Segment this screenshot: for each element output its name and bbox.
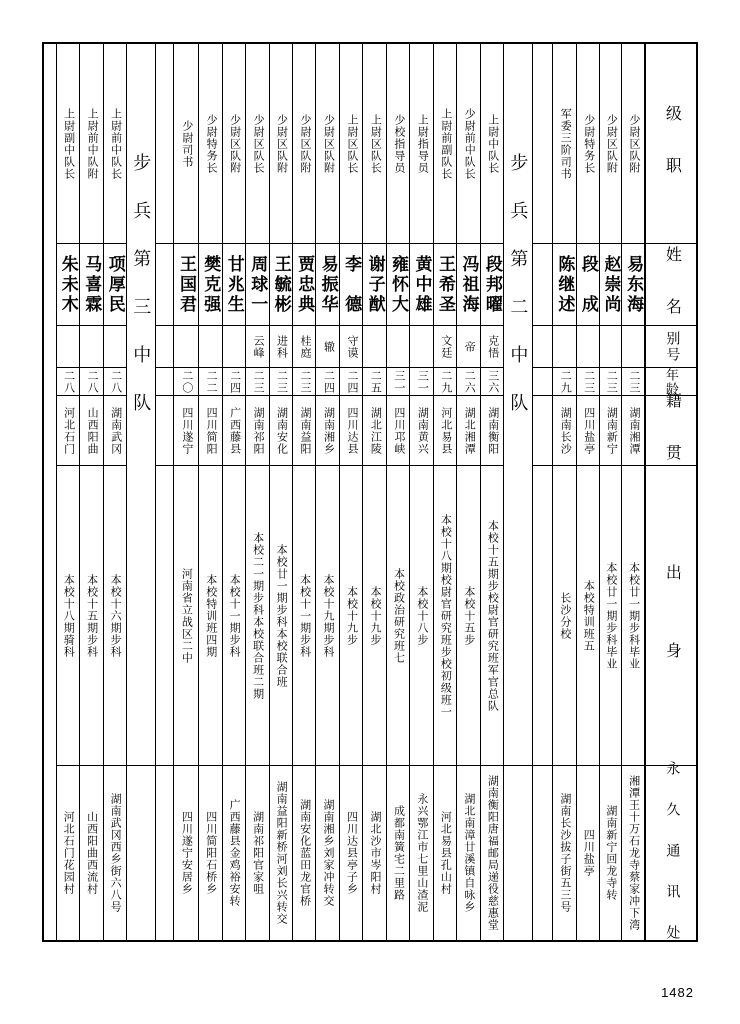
cell-rank: 上尉区队长 [363, 44, 385, 244]
group-cell [504, 368, 531, 396]
cell-alias: 进科 [270, 326, 292, 368]
group-cell [504, 766, 531, 940]
cell-name: 周球一 [246, 244, 268, 326]
cell-origin: 湖北江陵 [363, 396, 385, 466]
cell-age: 二四 [223, 368, 245, 396]
cell-age: 二三 [270, 368, 292, 396]
cell-address: 湖南安化蓝田龙官桥 [298, 799, 311, 907]
cell-address: 河北易县孔山村 [439, 811, 452, 895]
cell-name: 王国君 [174, 244, 198, 326]
cell-address: 四川盐亭 [582, 829, 595, 877]
cell-name: 樊克强 [199, 244, 221, 326]
cell-name: 段 成 [577, 244, 599, 326]
cell-alias [533, 326, 552, 368]
cell-origin: 四川遂宁 [174, 396, 198, 466]
cell-school: 本校特训班四期 [199, 466, 221, 766]
cell-name: 陈继述 [553, 244, 576, 326]
cell-rank: 少尉区队附 [600, 44, 622, 244]
cell-age: 二八 [80, 368, 102, 396]
table-row [222, 44, 245, 940]
cell-rank [533, 44, 552, 244]
cell-name [156, 244, 173, 326]
cell-school: 本校十六期步科 [104, 466, 126, 766]
cell-name: 朱未木 [57, 244, 79, 326]
cell-age: 三一 [410, 368, 432, 396]
group-cell: 步 兵 第 三 中 队 [131, 153, 152, 417]
cell-address: 湖南长沙拔子街五三号 [558, 793, 571, 913]
cell-name: 项厚民 [104, 244, 126, 326]
cell-alias: 克悟 [481, 326, 503, 368]
cell-address: 永兴鄂江市七里山渣泥 [415, 793, 428, 913]
cell-origin: 四川简阳 [199, 396, 221, 466]
header-name: 姓 名 [646, 244, 696, 326]
cell-origin: 四川达县 [340, 396, 362, 466]
cell-school: 本校特训班五 [577, 466, 599, 766]
group-cell [504, 396, 531, 466]
cell-origin: 河北易县 [434, 396, 456, 466]
cell-school: 本校廿一期步科本校联合班 [270, 466, 292, 766]
cell-alias [600, 326, 622, 368]
cell-origin: 湖南武冈 [104, 396, 126, 466]
cell-alias: 云峰 [246, 326, 268, 368]
cell-rank: 上尉中队长 [481, 44, 503, 244]
cell-origin: 河北石门 [57, 396, 79, 466]
table-row [433, 44, 456, 940]
cell-address [156, 766, 173, 940]
cell-address: 河北石门花园村 [62, 811, 75, 895]
cell-origin: 四川邛峡 [387, 396, 409, 466]
cell-school: 本校政治研究班七 [387, 466, 409, 766]
cell-school: 本校十五期步科 [80, 466, 102, 766]
cell-name: 马喜霖 [80, 244, 102, 326]
cell-origin: 湖南益阳 [293, 396, 315, 466]
cell-origin: 湖南黄兴 [410, 396, 432, 466]
group-cell [127, 466, 154, 766]
cell-rank: 少尉区队附 [223, 44, 245, 244]
cell-name: 黄中雄 [410, 244, 432, 326]
cell-name: 冯祖海 [457, 244, 479, 326]
cell-name: 易东海 [622, 244, 644, 326]
group-label-unit2 [503, 44, 531, 940]
cell-rank: 少尉区队附 [622, 44, 644, 244]
cell-school: 长沙分校 [553, 466, 576, 766]
cell-address: 湖南武冈西乡街六八号 [109, 793, 122, 913]
cell-address: 湖南祁阳官家咀 [251, 811, 264, 895]
cell-rank: 少尉区队附 [293, 44, 315, 244]
table-row [315, 44, 338, 940]
table-row [576, 44, 599, 940]
cell-school: 本校十九期步科 [316, 466, 338, 766]
table-row [552, 44, 576, 940]
cell-name: 王希圣 [434, 244, 456, 326]
cell-origin: 山西阳曲 [80, 396, 102, 466]
cell-alias [199, 326, 221, 368]
table-row [339, 44, 362, 940]
cell-rank: 少尉区队附 [316, 44, 338, 244]
cell-age: 二四 [340, 368, 362, 396]
cell-age: 二四 [316, 368, 338, 396]
cell-alias [156, 326, 173, 368]
cell-rank [156, 44, 173, 244]
cell-address: 湘潭王十万石龙寺蔡家冲下湾 [627, 775, 640, 931]
table-row [269, 44, 292, 940]
cell-rank: 少校指导员 [387, 44, 409, 244]
table-row [198, 44, 221, 940]
table-row-blank [532, 44, 552, 940]
cell-age [156, 368, 173, 396]
group-cell [127, 766, 154, 940]
cell-address: 湖南益阳新桥河刘长兴转交 [275, 781, 288, 925]
cell-address: 湖北沙市岑阳村 [368, 811, 381, 895]
cell-address: 四川简阳石桥乡 [204, 811, 217, 895]
table-row [245, 44, 268, 940]
cell-origin: 湖南祁阳 [246, 396, 268, 466]
cell-origin [156, 396, 173, 466]
table-header-column [644, 44, 696, 945]
cell-address [533, 766, 552, 940]
cell-address: 成都南簧宅二里路 [392, 805, 405, 901]
cell-age: 二六 [457, 368, 479, 396]
cell-age: 二九 [553, 368, 576, 396]
cell-school: 本校十九步 [363, 466, 385, 766]
cell-alias [57, 326, 79, 368]
cell-address: 湖南新宁回龙寺转 [604, 805, 617, 901]
cell-age: 二三 [600, 368, 622, 396]
cell-age: 二三 [246, 368, 268, 396]
cell-name: 王毓彬 [270, 244, 292, 326]
cell-age: 二三 [577, 368, 599, 396]
cell-age: 二二 [199, 368, 221, 396]
group-label-unit3 [126, 44, 154, 940]
cell-school [156, 466, 173, 766]
cell-school: 本校十一期步科 [223, 466, 245, 766]
cell-age: 二五 [363, 368, 385, 396]
cell-alias: 辙 [316, 326, 338, 368]
cell-alias: 守谟 [340, 326, 362, 368]
cell-alias [577, 326, 599, 368]
table-row-blank [155, 44, 173, 940]
cell-rank: 少尉前中队长 [457, 44, 479, 244]
cell-rank: 少尉区队长 [246, 44, 268, 244]
table-row [599, 44, 622, 940]
cell-origin: 湖南新宁 [600, 396, 622, 466]
cell-origin: 湖南衡阳 [481, 396, 503, 466]
cell-alias [622, 326, 644, 368]
cell-name: 段邦曜 [481, 244, 503, 326]
cell-age: 二九 [434, 368, 456, 396]
table-row [103, 44, 126, 940]
cell-address: 广西藤县金鸡裕安转 [228, 799, 241, 907]
cell-alias [223, 326, 245, 368]
cell-origin [533, 396, 552, 466]
cell-alias [553, 326, 576, 368]
group-cell [504, 326, 531, 368]
header-address: 永 久 通 讯 处 [664, 761, 680, 945]
cell-alias: 帝 [457, 326, 479, 368]
cell-origin: 四川盐亭 [577, 396, 599, 466]
cell-alias: 文廷 [434, 326, 456, 368]
cell-origin: 湖北湘潭 [457, 396, 479, 466]
cell-age: 二八 [57, 368, 79, 396]
cell-name: 李 德 [340, 244, 362, 326]
group-cell [127, 396, 154, 466]
cell-name: 赵崇尚 [600, 244, 622, 326]
cell-age: 二〇 [174, 368, 198, 396]
cell-alias: 桂庭 [293, 326, 315, 368]
cell-school: 本校十五期步校尉官研究班军官总队 [481, 466, 503, 766]
header-age: 年龄 [646, 368, 696, 396]
cell-rank: 上尉前副队长 [434, 44, 456, 244]
cell-rank: 少尉区队附 [270, 44, 292, 244]
cell-name: 雍怀大 [387, 244, 409, 326]
cell-school: 本校二一期步科本校联合班二期 [246, 466, 268, 766]
table-row [456, 44, 479, 940]
cell-origin: 湖南湘乡 [316, 396, 338, 466]
cell-origin: 广西藤县 [223, 396, 245, 466]
cell-alias [363, 326, 385, 368]
cell-origin: 湖南安化 [270, 396, 292, 466]
group-cell [504, 466, 531, 766]
table-row [480, 44, 503, 940]
cell-school: 本校十九步 [340, 466, 362, 766]
cell-age: 二三 [622, 368, 644, 396]
cell-rank: 上尉区队长 [340, 44, 362, 244]
cell-school: 本校十一期步科 [293, 466, 315, 766]
table-row [79, 44, 102, 940]
table-row [409, 44, 432, 940]
header-origin: 籍 贯 [646, 396, 696, 466]
cell-school: 本校十八期骑科 [57, 466, 79, 766]
cell-school: 本校十五步 [457, 466, 479, 766]
cell-address: 四川达县亭子乡 [345, 811, 358, 895]
cell-age: 二八 [104, 368, 126, 396]
group-cell: 步 兵 第 二 中 队 [508, 153, 529, 417]
cell-name: 甘兆生 [223, 244, 245, 326]
cell-address: 湖南衡阳唐福邮局递役慈惠堂 [486, 775, 499, 931]
header-school: 出 身 [646, 466, 696, 766]
cell-rank: 少尉特务长 [199, 44, 221, 244]
cell-rank: 少尉司书 [174, 44, 198, 244]
table-row [292, 44, 315, 940]
cell-school: 本校十八期校尉官研究班步校初级班一 [434, 466, 456, 766]
cell-alias [104, 326, 126, 368]
cell-address: 四川遂宁安居乡 [180, 811, 193, 895]
table-row [386, 44, 409, 940]
cell-age: 二三 [293, 368, 315, 396]
cell-rank: 上尉副中队长 [57, 44, 79, 244]
cell-school: 本校廿一期步科毕业 [622, 466, 644, 766]
header-alias: 别号 [646, 326, 696, 368]
cell-alias [174, 326, 198, 368]
header-rank: 级 职 [646, 44, 696, 244]
cell-name: 谢子猷 [363, 244, 385, 326]
page-number: 1482 [661, 985, 694, 1000]
cell-age [533, 368, 552, 396]
cell-rank: 军委三阶司书 [553, 44, 576, 244]
table-row [362, 44, 385, 940]
group-cell [127, 368, 154, 396]
cell-rank: 上尉前中队附 [80, 44, 102, 244]
cell-alias [80, 326, 102, 368]
table-left-gutter [44, 44, 56, 940]
cell-school: 河南省立战区二中 [174, 466, 198, 766]
cell-age: 三六 [481, 368, 503, 396]
cell-school [533, 466, 552, 766]
cell-name: 贾忠典 [293, 244, 315, 326]
group-cell [127, 326, 154, 368]
table-row [56, 44, 79, 940]
cell-rank: 上尉指导员 [410, 44, 432, 244]
cell-name [533, 244, 552, 326]
cell-address: 山西阳曲西流村 [85, 811, 98, 895]
cell-name: 易振华 [316, 244, 338, 326]
cell-alias [410, 326, 432, 368]
cell-origin: 湖南湘潭 [622, 396, 644, 466]
cell-address: 湖南湘乡刘家冲转交 [322, 799, 335, 907]
cell-age: 三一 [387, 368, 409, 396]
cell-origin: 湖南长沙 [553, 396, 576, 466]
cell-rank: 上尉前中队长 [104, 44, 126, 244]
cell-school: 本校廿一期步科毕业 [600, 466, 622, 766]
table-row [173, 44, 198, 940]
cell-school: 本校十八步 [410, 466, 432, 766]
roster-table [42, 42, 698, 945]
cell-rank: 少尉特务长 [577, 44, 599, 244]
cell-alias [387, 326, 409, 368]
cell-address: 湖北南漳廿溪镇自咏乡 [462, 793, 475, 913]
table-row [621, 44, 644, 940]
